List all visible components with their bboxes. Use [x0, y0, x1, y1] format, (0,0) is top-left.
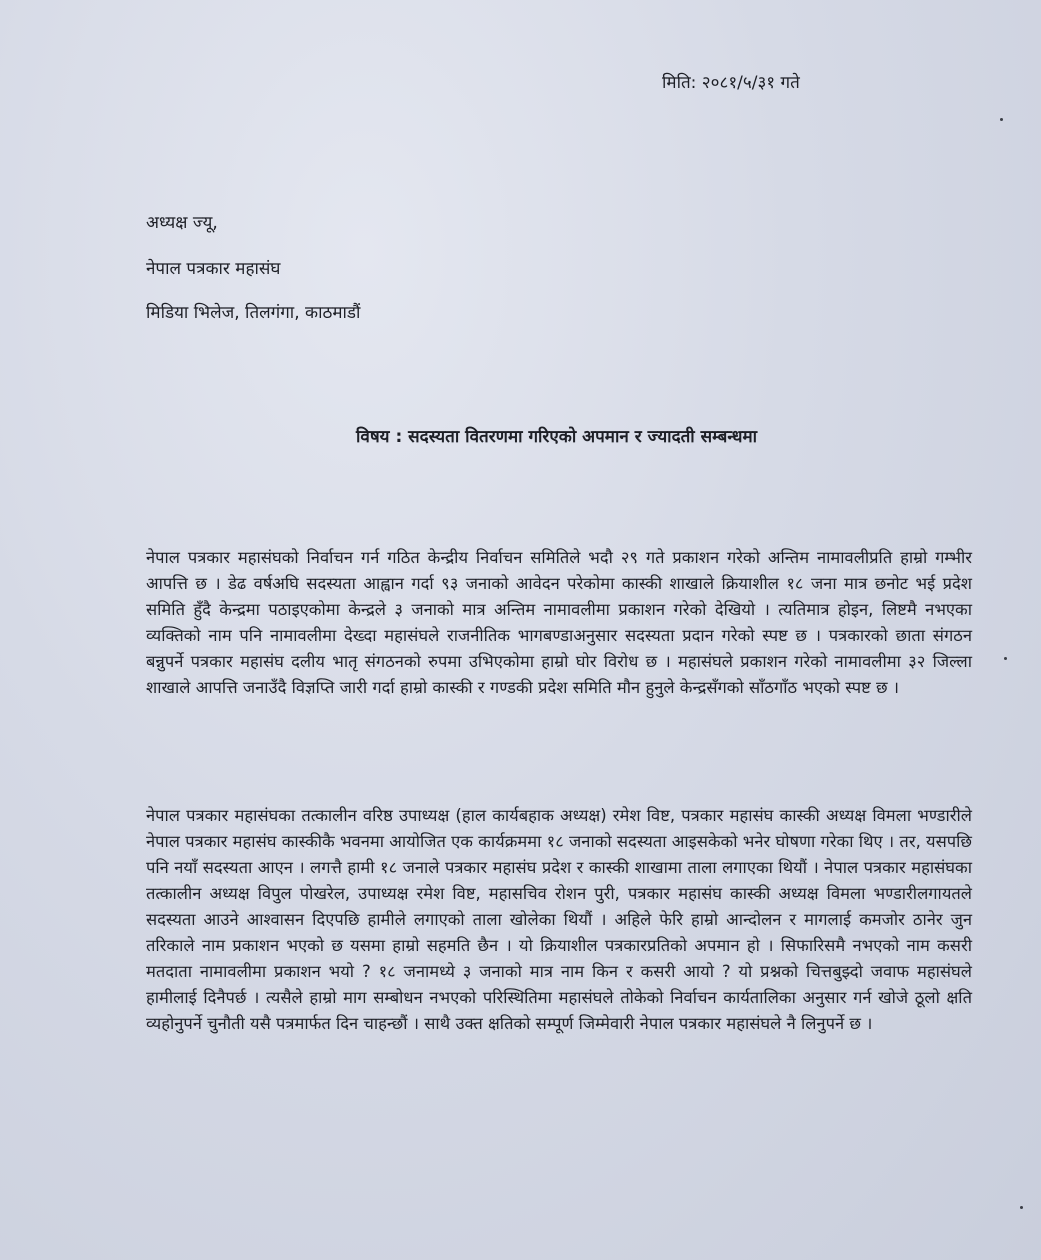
paper-speck	[1020, 1206, 1023, 1209]
letter-subject: विषय : सदस्यता वितरणमा गरिएको अपमान र ज्यादती सम्बन्धमा	[356, 427, 758, 447]
paper-speck	[1000, 118, 1003, 121]
paper-speck	[1004, 657, 1007, 660]
recipient-organization: नेपाल पत्रकार महासंघ	[146, 259, 281, 279]
recipient-address: मिडिया भिलेज, तिलगंगा, काठमाडौं	[146, 303, 361, 323]
body-paragraph-1: नेपाल पत्रकार महासंघको निर्वाचन गर्न गठित केन्द्रीय निर्वाचन समितिले भदौ २९ गते प्रकाशन गरेको अन्तिम नामावलीप्रति हाम्रो गम्भीर आपत्ति छ । डेढ वर्षअघि सदस्यता आह्वान गर्दा ९३ जनाको आवेदन परेकोमा कास्की शाखाले क्रियाशील १८ जना मात्र छनोट भई प्रदेश समिति हुँदै केन्द्रमा पठाइएकोमा केन्द्रले ३ जनाको मात्र अन्तिम नामावलीमा प्रकाशन गरेको देखियो । त्यतिमात्र होइन, लिष्टमै नभएका व्यक्तिको नाम पनि नामावलीमा देख्दा महासंघले राजनीतिक भागबण्डाअनुसार सदस्यता प्रदान गरेको स्पष्ट छ । पत्रकारको छाता संगठन बन्नुपर्ने पत्रकार महासंघ दलीय भातृ संगठनको रुपमा उभिएकोमा हाम्रो घोर विरोध छ । महासंघले प्रकाशन गरेको नामावलीमा ३२ जिल्ला शाखाले आपत्ति जनाउँदै विज्ञप्ति जारी गर्दा हाम्रो कास्की र गण्डकी प्रदेश समिति मौन हुनुले केन्द्रसँगको साँठगाँठ भएको स्पष्ट छ ।	[146, 548, 972, 697]
recipient-salutation: अध्यक्ष ज्यू,	[146, 213, 218, 233]
letter-date: मिति: २०८१/५/३१ गते	[662, 73, 800, 93]
body-paragraph-2: नेपाल पत्रकार महासंघका तत्कालीन वरिष्ठ उपाध्यक्ष (हाल कार्यबहाक अध्यक्ष) रमेश विष्ट, पत्रकार महासंघ कास्की अध्यक्ष विमला भण्डारीले नेपाल पत्रकार महासंघ कास्कीकै भवनमा आयोजित एक कार्यक्रममा १८ जनाको सदस्यता आइसकेको भनेर घोषणा गरेका थिए । तर, यसपछि पनि नयाँ सदस्यता आएन । लगत्तै हामी १८ जनाले पत्रकार महासंघ प्रदेश र कास्की शाखामा ताला लगाएका थियौं । नेपाल पत्रकार महासंघका तत्कालीन अध्यक्ष विपुल पोखरेल, उपाध्यक्ष रमेश विष्ट, महासचिव रोशन पुरी, पत्रकार महासंघ कास्की अध्यक्ष विमला भण्डारीलगायतले सदस्यता आउने आश्वासन दिएपछि हामीले लगाएको ताला खोलेका थियौं । अहिले फेरि हाम्रो आन्दोलन र मागलाई कमजोर ठानेर जुन तरिकाले नाम प्रकाशन भएको छ यसमा हाम्रो सहमति छैन । यो क्रियाशील पत्रकारप्रतिको अपमान हो । सिफारिसमै नभएको नाम कसरी मतदाता नामावलीमा प्रकाशन भयो ? १८ जनामध्ये ३ जनाको मात्र नाम किन र कसरी आयो ? यो प्रश्नको चित्तबुझ्दो जवाफ महासंघले हामीलाई दिनैपर्छ । त्यसैले हाम्रो माग सम्बोधन नभएको परिस्थितिमा महासंघले तोकेको निर्वाचन कार्यतालिका अनुसार गर्न खोजे ठूलो क्षति व्यहोनुपर्ने चुनौती यसै पत्रमार्फत दिन चाहन्छौं । साथै उक्त क्षतिको सम्पूर्ण जिम्मेवारी नेपाल पत्रकार महासंघले नै लिनुपर्ने छ ।	[146, 806, 972, 1033]
